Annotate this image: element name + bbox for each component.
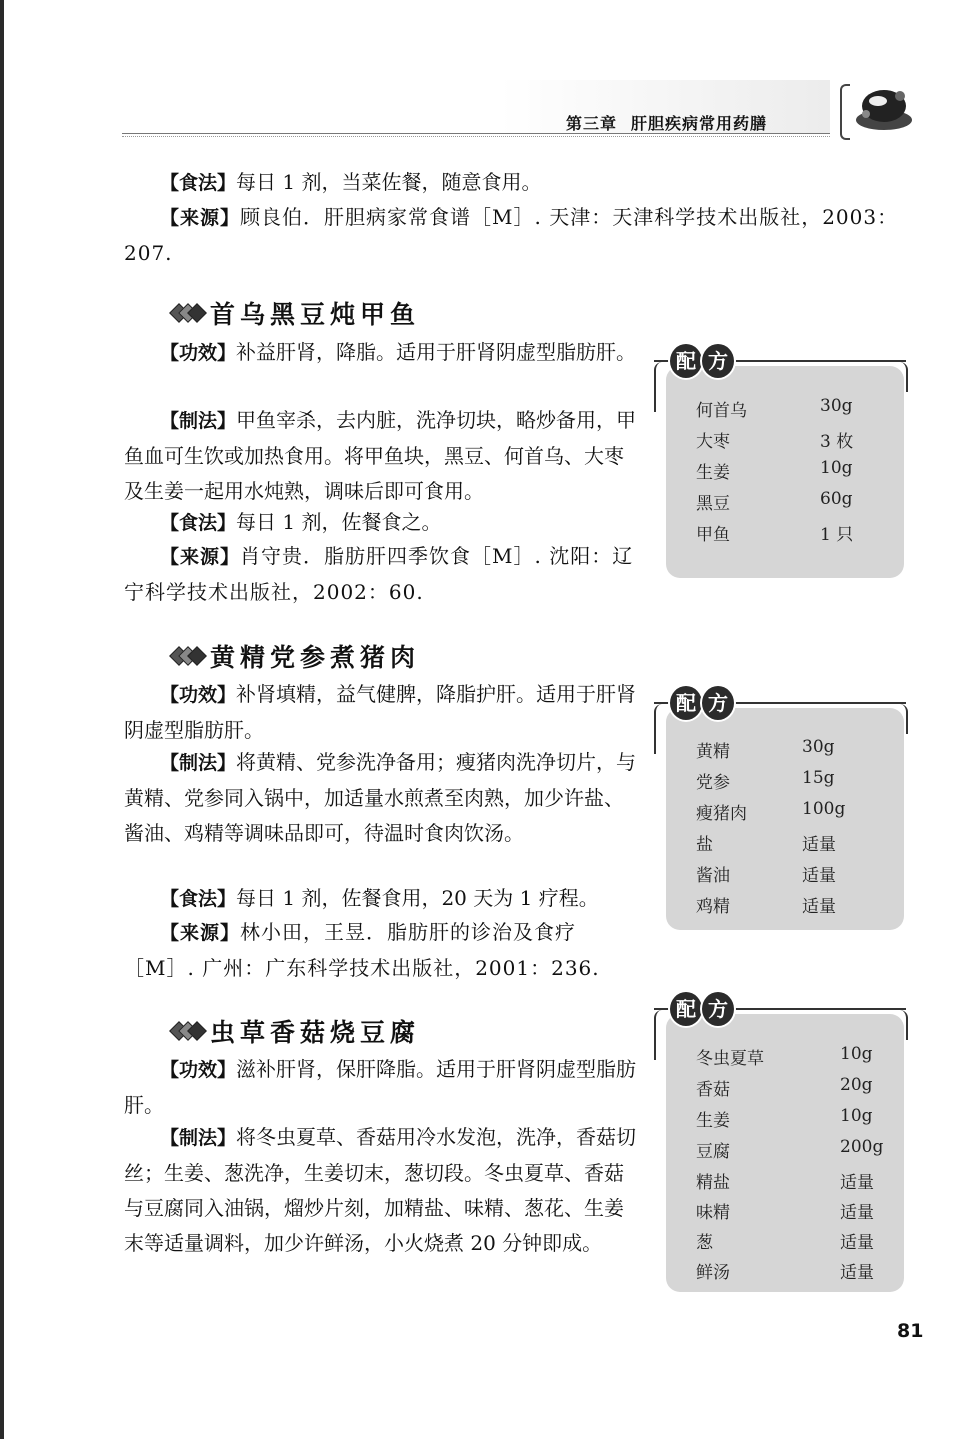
ingredient-name: 大枣 [696,432,730,452]
recipe-1-effect: 【功效】补益肝肾，降脂。适用于肝肾阴虚型脂肪肝。 [160,340,637,364]
ingredient-name: 冬虫夏草 [696,1049,764,1069]
recipe-3-method: 【制法】将冬虫夏草、香菇用冷水发泡，洗净，香菇切丝；生姜、葱洗净，生姜切末，葱切段。冬虫夏草、香菇与豆腐同入油锅，熘炒片刻，加精盐、味精、葱花、生姜末等适量调料，加少许鲜汤，小火烧煮 20 分钟即成。 [124,1125,637,1255]
formula-badge: 配 方 [668,990,732,1028]
running-header [566,111,767,134]
ingredient-name: 酱油 [696,866,730,886]
top-usage: 【食法】每日 1 剂，当菜佐餐，随意食用。 [160,170,542,194]
recipe-title-1: 首乌黑豆炖甲鱼 [170,295,420,331]
ingredient-name: 黑豆 [696,494,730,514]
ingredient-name: 生姜 [696,463,730,483]
ingredient-amount: 适量 [802,866,836,886]
ingredient-name: 党参 [696,773,730,793]
header-bracket [840,84,850,140]
teapot-bowl-icon [852,84,916,134]
ingredient-name: 鸡精 [696,897,730,917]
ingredient-amount: 10g [840,1106,873,1126]
ingredient-amount: 1 只 [820,525,854,545]
recipe-1-method: 【制法】甲鱼宰杀，去内脏，洗净切块，略炒备用，甲鱼血可生饮或加热食用。将甲鱼块，黑豆、何首乌、大枣及生姜一起用水炖熟，调味后即可食用。 [124,408,637,503]
ingredient-name: 精盐 [696,1173,730,1193]
chapter-label: 第三章 [566,114,618,133]
recipe-title-3: 虫草香菇烧豆腐 [170,1013,420,1049]
page-number: 81 [897,1320,924,1342]
ingredient-name: 盐 [696,835,713,855]
header-rule [122,133,830,134]
recipe-3-effect: 【功效】滋补肝肾，保肝降脂。适用于肝肾阴虚型脂肪肝。 [124,1057,637,1117]
ingredient-amount: 适量 [840,1263,874,1283]
ingredient-amount: 10g [820,458,853,478]
ingredient-amount: 30g [820,396,853,416]
ingredient-name: 生姜 [696,1111,730,1131]
ingredient-amount: 适量 [840,1173,874,1193]
header-rule-dotted [122,136,830,137]
formula-box-3 [654,988,912,1298]
ingredient-name: 鲜汤 [696,1263,730,1283]
ingredient-amount: 适量 [840,1203,874,1223]
recipe-2-effect: 【功效】补肾填精，益气健脾，降脂护肝。适用于肝肾阴虚型脂肪肝。 [124,682,637,742]
ingredient-amount: 适量 [802,835,836,855]
chapter-title: 肝胆疾病常用药膳 [631,114,768,133]
recipe-2-source: 【来源】林小田，王昱．脂肪肝的诊治及食疗［M］. 广州：广东科学技术出版社，2001：236. [124,920,600,980]
ingredient-name: 黄精 [696,742,730,762]
recipe-title-2: 黄精党参煮猪肉 [170,638,420,674]
ingredient-name: 味精 [696,1203,730,1223]
ingredient-amount: 200g [840,1137,884,1157]
ingredient-amount: 3 枚 [820,432,854,452]
formula-box-2 [654,682,912,932]
ingredient-amount: 适量 [840,1233,874,1253]
formula-box-1 [654,340,912,580]
ingredient-amount: 60g [820,489,853,509]
ingredient-amount: 15g [802,768,835,788]
recipe-1-source: 【来源】肖守贵．脂肪肝四季饮食［M］. 沈阳：辽宁科学技术出版社，2002：60. [124,544,634,604]
ingredient-amount: 10g [840,1044,873,1064]
diamond-bullet-icon [170,304,204,322]
ingredient-name: 何首乌 [696,401,747,421]
page-edge [0,0,4,1439]
ingredient-name: 香菇 [696,1080,730,1100]
recipe-2-usage: 【食法】每日 1 剂，佐餐食用，20 天为 1 疗程。 [160,886,599,910]
formula-badge: 配 方 [668,684,732,722]
ingredient-amount: 30g [802,737,835,757]
recipe-1-usage: 【食法】每日 1 剂，佐餐食之。 [160,510,442,534]
ingredient-name: 瘦猪肉 [696,804,747,824]
top-source: 【来源】顾良伯．肝胆病家常食谱［M］. 天津：天津科学技术出版社，2003：207. [124,205,899,265]
ingredient-amount: 100g [802,799,846,819]
diamond-bullet-icon [170,1022,204,1040]
recipe-2-method: 【制法】将黄精、党参洗净备用；瘦猪肉洗净切片，与黄精、党参同入锅中，加适量水煎煮至肉熟，加少许盐、酱油、鸡精等调味品即可，待温时食肉饮汤。 [124,750,637,845]
diamond-bullet-icon [170,647,204,665]
ingredient-amount: 20g [840,1075,873,1095]
ingredient-name: 豆腐 [696,1142,730,1162]
ingredient-name: 葱 [696,1233,713,1253]
ingredient-amount: 适量 [802,897,836,917]
ingredient-name: 甲鱼 [696,525,730,545]
formula-badge: 配 方 [668,342,732,380]
